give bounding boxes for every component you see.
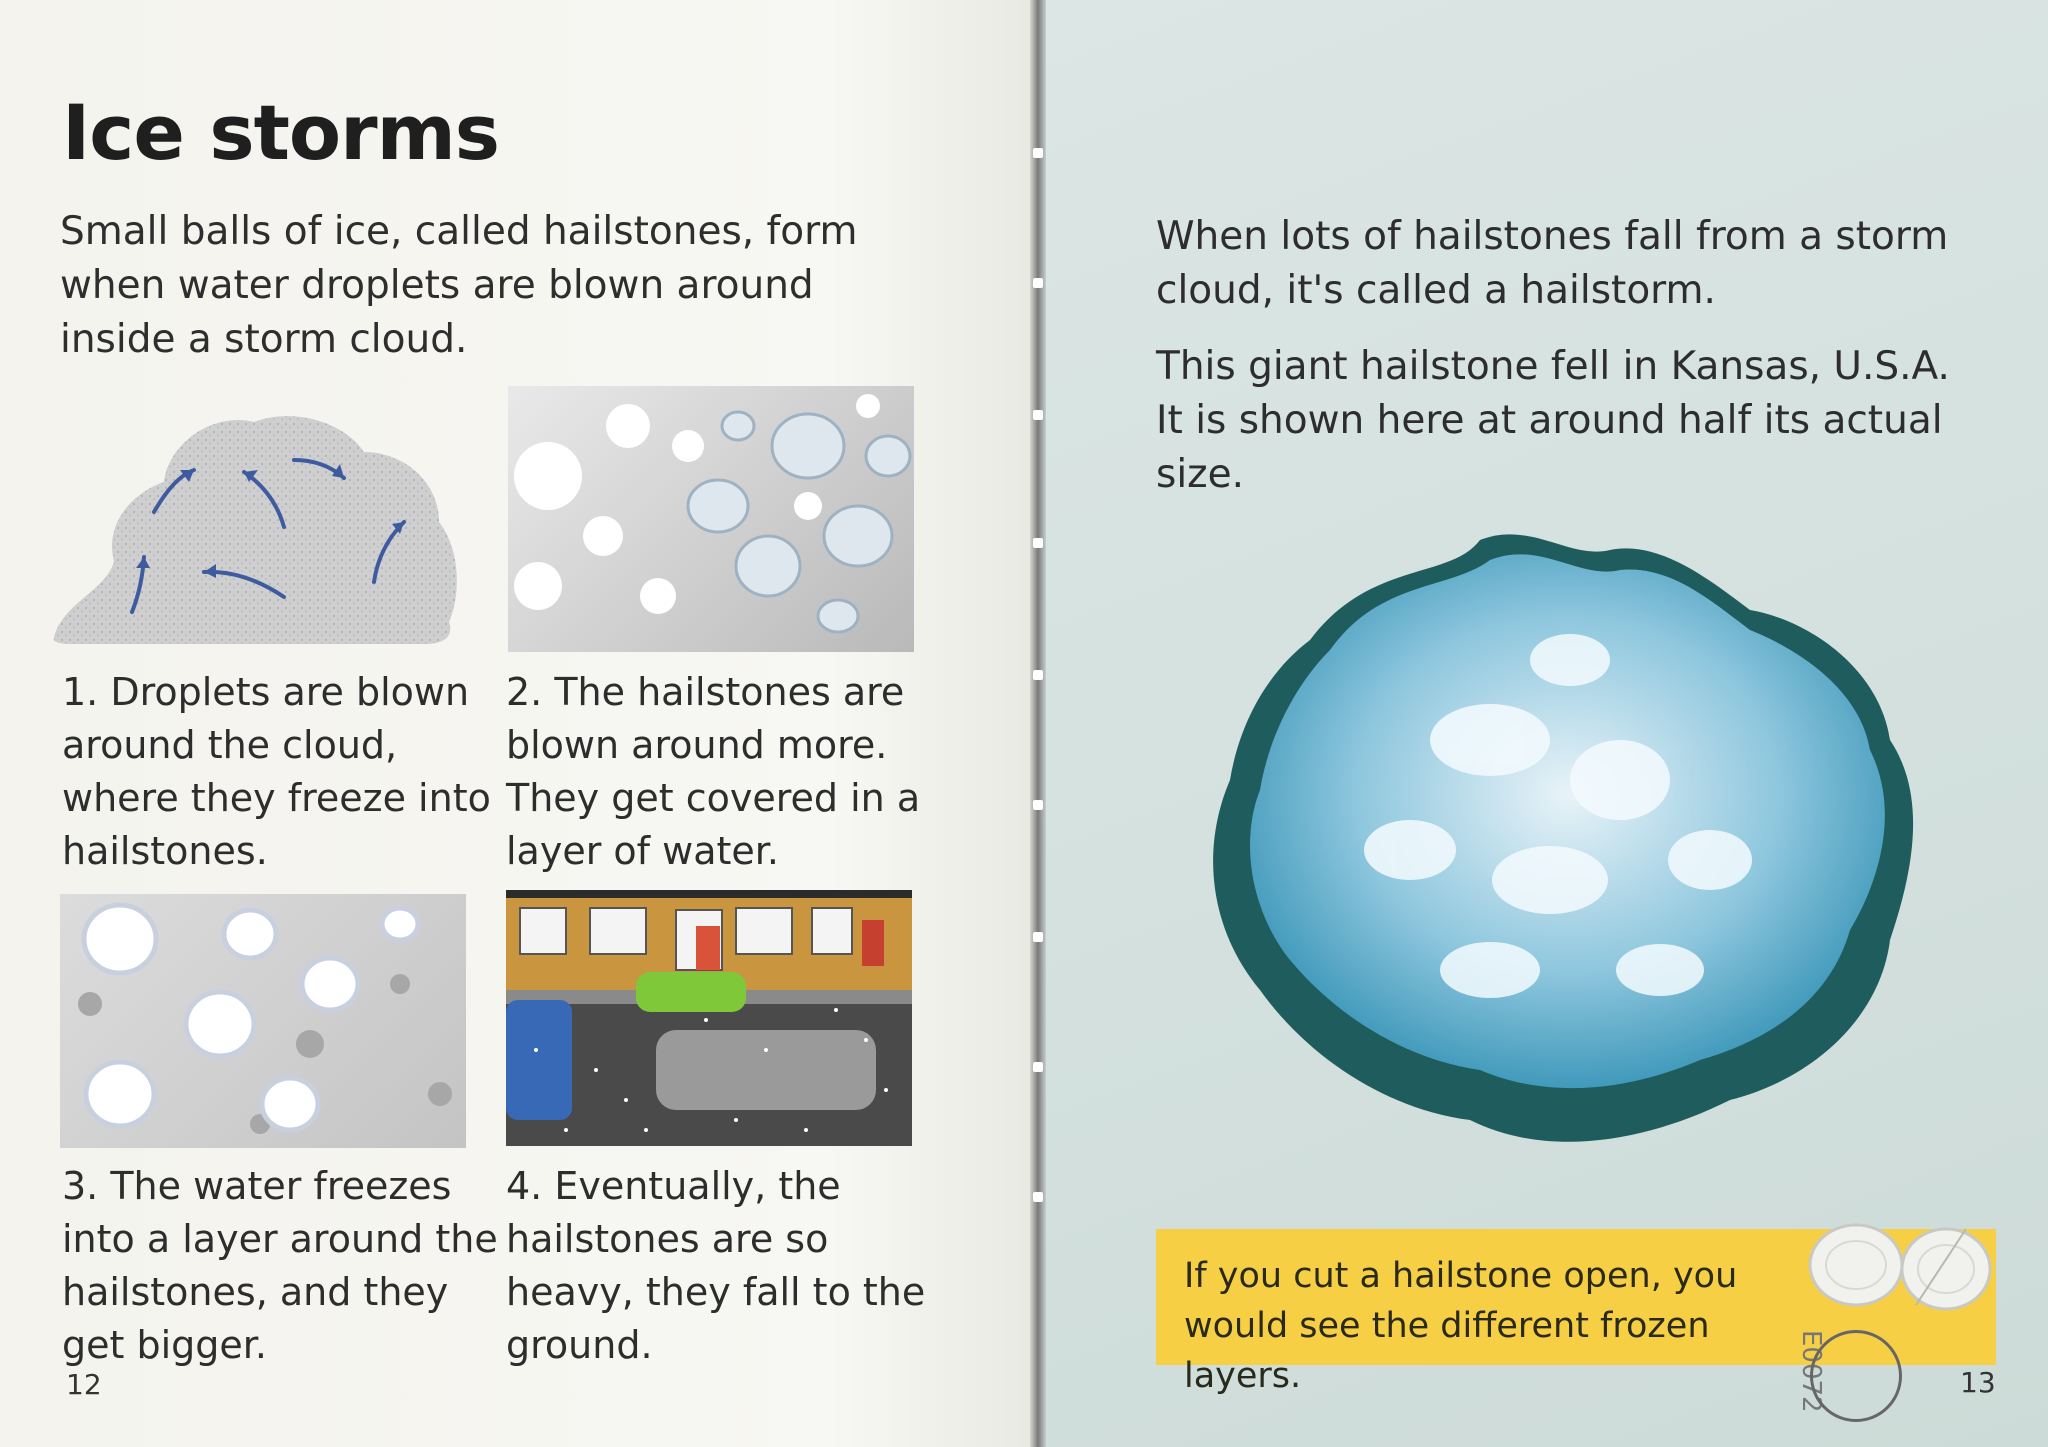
step-2-caption: 2. The hailstones are blown around more. They get covered in a layer of water.: [506, 670, 921, 873]
page-number-right: 13: [1960, 1366, 1996, 1399]
step-4-caption: 4. Eventually, the hailstones are so heavy, they fall to the ground.: [506, 1164, 926, 1367]
intro-paragraph: Small balls of ice, called hailstones, form when water droplets are blown around inside a storm cloud.: [60, 209, 858, 362]
hailstorm-paragraph: When lots of hailstones fall from a storm cloud, it's called a hailstorm.: [1156, 214, 1949, 313]
hailstones-blown-illustration: [508, 386, 914, 652]
binding-notch: [1033, 278, 1043, 288]
catalog-stamp-code: E0072: [1796, 1330, 1826, 1413]
binding-notch: [1033, 410, 1043, 420]
giant-hailstone-paragraph: This giant hailstone fell in Kansas, U.S.A. It is shown here at around half its actual size.: [1156, 344, 1950, 497]
step-1-caption: 1. Droplets are blown around the cloud, where they freeze into hailstones.: [62, 670, 491, 873]
callout-text: If you cut a hailstone open, you would see the different frozen layers.: [1184, 1256, 1738, 1396]
page-number-left: 12: [66, 1368, 102, 1401]
binding-notch: [1033, 932, 1043, 942]
binding-notch: [1033, 800, 1043, 810]
binding-notch: [1033, 538, 1043, 548]
book-spine: [1030, 0, 1046, 1447]
storm-cloud-illustration: [44, 382, 468, 654]
hail-street-illustration: [506, 890, 912, 1146]
binding-notch: [1033, 1062, 1043, 1072]
hailstone-slice-illustration: [1806, 1215, 1996, 1315]
usborne-logo-icon: [1810, 1330, 1902, 1422]
binding-notch: [1033, 148, 1043, 158]
binding-notch: [1033, 670, 1043, 680]
water-freezes-illustration: [60, 894, 466, 1148]
step-3-caption: 3. The water freezes into a layer around the hailstones, and they get bigger.: [62, 1164, 498, 1367]
giant-hailstone-photo: [1190, 520, 1950, 1180]
binding-notch: [1033, 1192, 1043, 1202]
page-title: Ice storms: [62, 88, 500, 177]
